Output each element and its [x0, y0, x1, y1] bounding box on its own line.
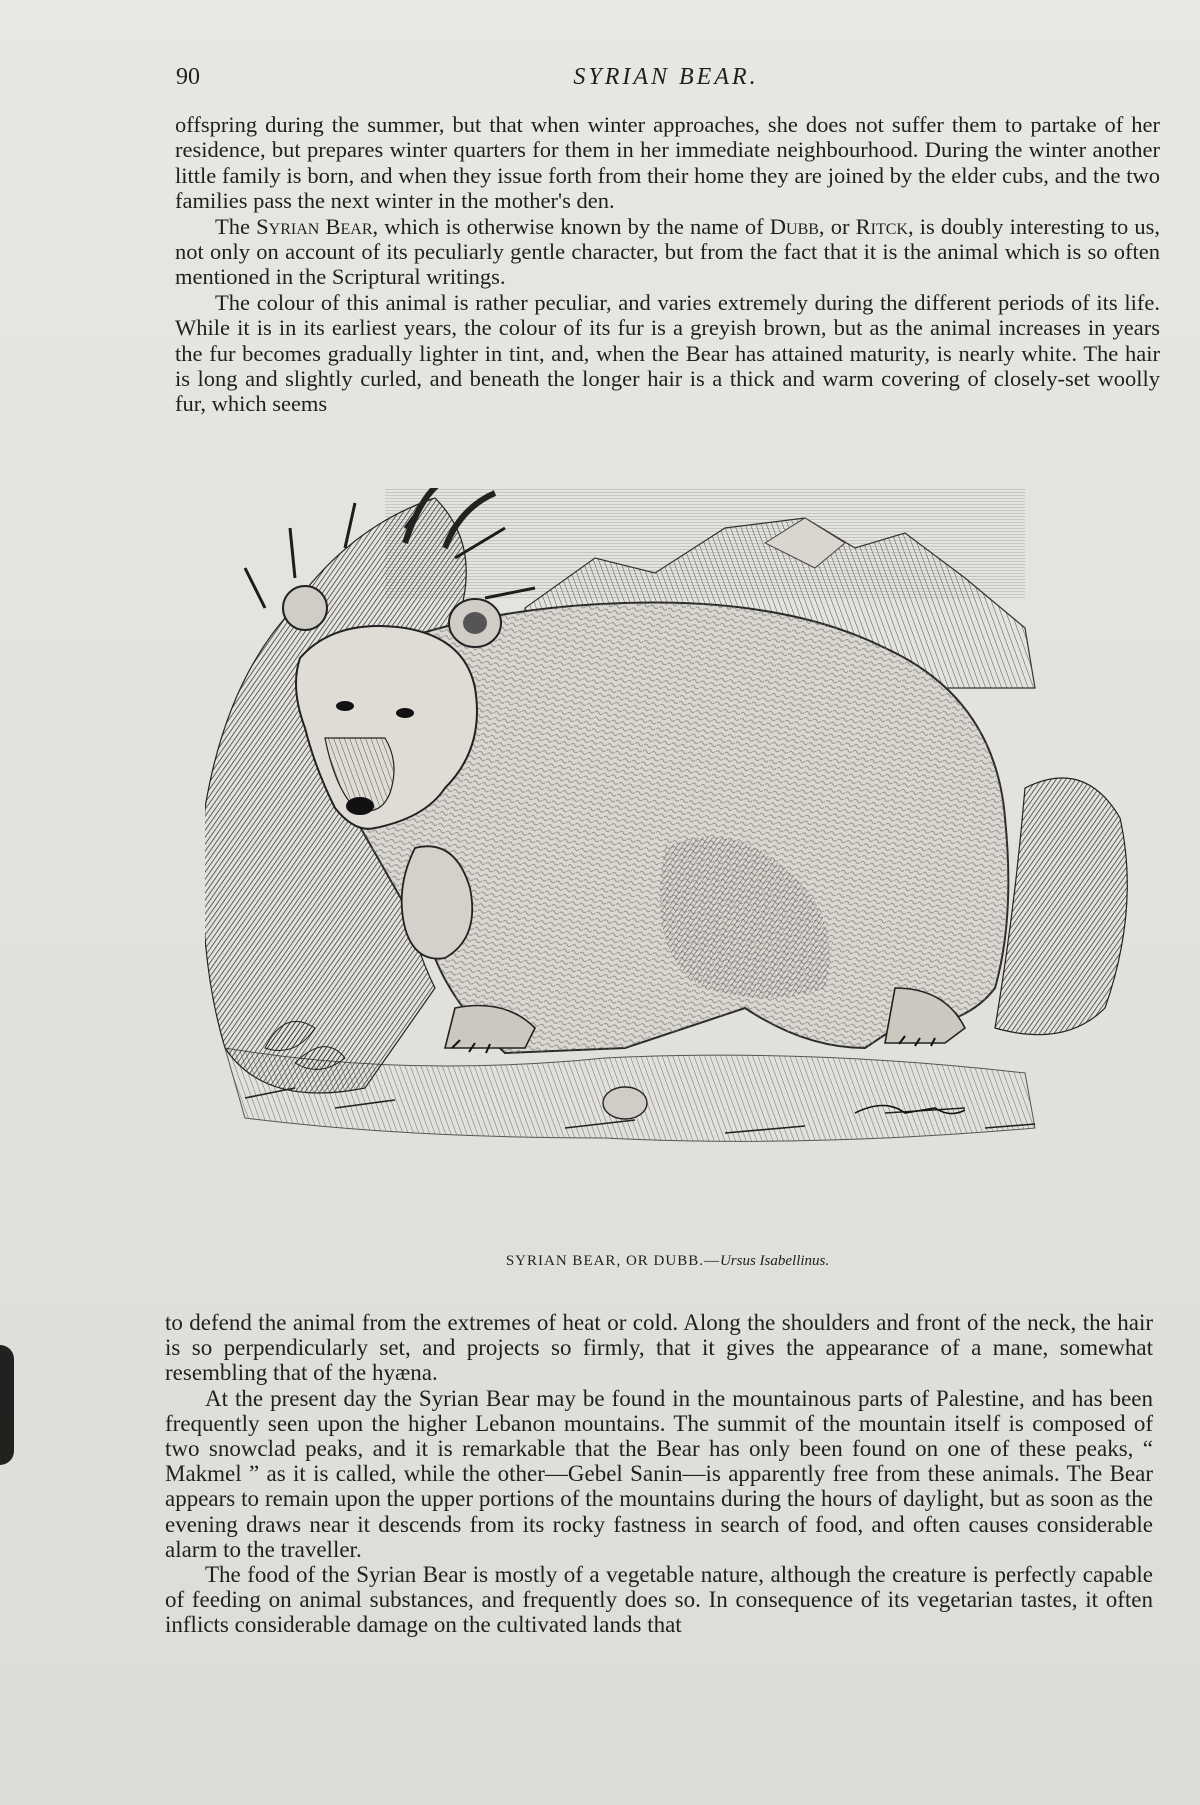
- paragraph-continuation: offspring during the summer, but that when winter approaches, she does not suffer them to partake of her residence, but prepares winter quarters for them in her immediate neighbourhood. During the winter another little family is born, and when they issue forth from their home they are joined by the elder cubs, and the two families pass the next winter in the mother's den.: [175, 112, 1160, 214]
- binding-shadow: [0, 1345, 14, 1465]
- running-title: SYRIAN BEAR.: [573, 64, 759, 90]
- paragraph-habitat: At the present day the Syrian Bear may be found in the mountainous parts of Palestine, and has been frequently seen upon the higher Lebanon mountains. The summit of the mountain itself is composed of two snowclad peaks, and it is remarkable that the Bear has only been found on one of these peaks, “ Makmel ” as it is called, while the other—Gebel Sanin—is apparently free from these animals. The Bear appears to remain upon the upper portions of the mountains during the hours of daylight, but as soon as the evening draws near it descends from its rocky fastness in search of food, and often causes considerable alarm to the traveller.: [165, 1385, 1153, 1562]
- bear-left-ear: [283, 586, 327, 630]
- text-run: The: [215, 213, 257, 239]
- text-run: , is doubly interesting to us, not only on account of its peculiarly gentle character, but from the fact that it is the animal which is so often mentioned in the Scriptural writings.: [175, 213, 1161, 290]
- text-run: , which is otherwise known by the name of: [372, 213, 770, 239]
- top-text-block: [175, 112, 1160, 417]
- right-foliage: [995, 778, 1127, 1035]
- paragraph-syrian-bear-intro: [175, 214, 1160, 290]
- rock: [603, 1087, 647, 1119]
- figure-caption: [175, 1253, 1160, 1270]
- term-dubb: Dubb: [769, 213, 819, 239]
- syrian-bear-engraving: [205, 488, 1140, 1248]
- bear-left-eye: [336, 701, 354, 711]
- caption-title: SYRIAN BEAR, OR DUBB.—: [505, 1253, 720, 1269]
- bottom-text-block: [165, 1310, 1153, 1638]
- term-ritck: Ritck: [855, 213, 908, 239]
- term-syrian-bear: Syrian Bear: [256, 213, 373, 239]
- paragraph-colour: The colour of this animal is rather peculiar, and varies extremely during the different periods of its life. While it is in its earliest years, the colour of its fur is a greyish brown, but as the animal increases in years the fur becomes gradually lighter in tint, and, when the Bear has attained maturity, is nearly white. The hair is long and slightly curled, and beneath the longer hair is a thick and warm covering of closely-set woolly fur, which seems: [175, 289, 1160, 417]
- bear-right-eye: [396, 708, 414, 718]
- text-run: , or: [818, 213, 856, 239]
- paragraph-food: The food of the Syrian Bear is mostly of a vegetable nature, although the creature is perfectly capable of feeding on animal substances, and frequently does so. In consequence of its vegetarian tastes, it often inflicts considerable damage on the cultivated lands that: [165, 1562, 1153, 1638]
- bear-inner-ear: [463, 612, 487, 634]
- caption-latin-name: Ursus Isabellinus.: [719, 1253, 830, 1269]
- paragraph-mane: to defend the animal from the extremes of heat or cold. Along the shoulders and front of the neck, the hair is so perpendicularly set, and projects so firmly, that it gives the appearance of a mane, somewhat resembling that of the hyæna.: [165, 1310, 1153, 1386]
- page-number: 90: [176, 64, 200, 90]
- bear-nose: [346, 797, 374, 815]
- page-header: [176, 64, 1156, 100]
